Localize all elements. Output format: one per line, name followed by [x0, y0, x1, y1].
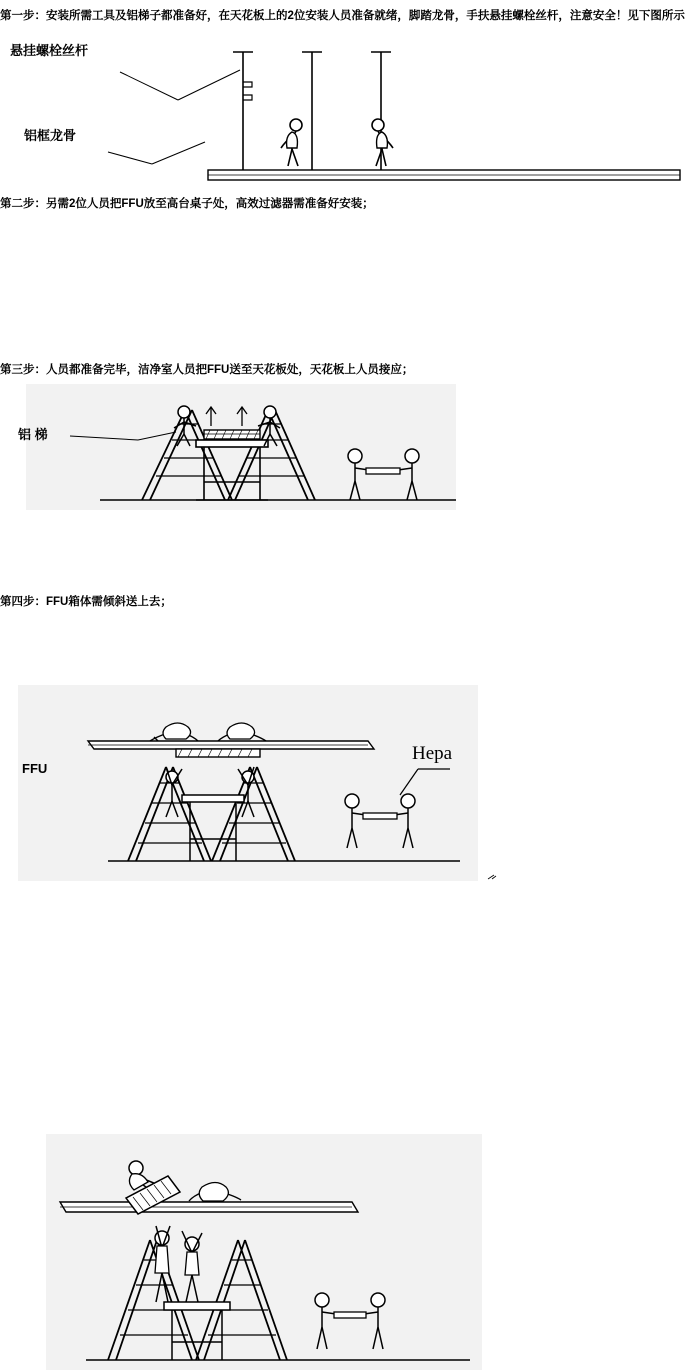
step-4-lead: 第四步： — [0, 596, 46, 608]
label-aluminum-ladder: 铝 梯 — [18, 427, 48, 442]
step-4-text: FFU箱体需倾斜送上去； — [46, 596, 172, 608]
step-2-figure — [0, 382, 700, 517]
step-1-drawing — [0, 22, 700, 192]
step-3-figure — [0, 683, 700, 888]
step-3-caption — [0, 362, 700, 378]
step-2-text: 另需2位人员把FFU放至高台桌子处，高效过滤器需准备好安装； — [46, 198, 374, 210]
label-hanging-bolt-rod: 悬挂螺栓丝杆 — [10, 43, 89, 58]
label-aluminum-frame-keel: 铝框龙骨 — [24, 128, 77, 143]
step-4-caption — [0, 594, 700, 610]
step-2-drawing — [0, 382, 700, 517]
step-1-figure — [0, 22, 700, 192]
step-2-lead: 第二步： — [0, 198, 46, 210]
step-3-text: 人员都准备完毕，洁净室人员把FFU送至天花板处，天花板上人员接应； — [46, 364, 414, 376]
step-3-drawing — [0, 683, 700, 888]
step-4-figure — [0, 1120, 700, 1370]
label-ffu-unit: FFU — [22, 761, 48, 776]
label-hepa-filter: Hepa — [412, 743, 453, 764]
step-2-caption — [0, 196, 700, 212]
step-1-text: 安装所需工具及铝梯子都准备好，在天花板上的2位安装人员准备就绪，脚踏龙骨，手扶悬挂螺栓丝杆，注意安全！见下图所示 — [46, 10, 685, 22]
step-3-lead: 第三步： — [0, 364, 46, 376]
step-4-drawing — [0, 1120, 700, 1370]
step-1-lead: 第一步： — [0, 10, 46, 22]
